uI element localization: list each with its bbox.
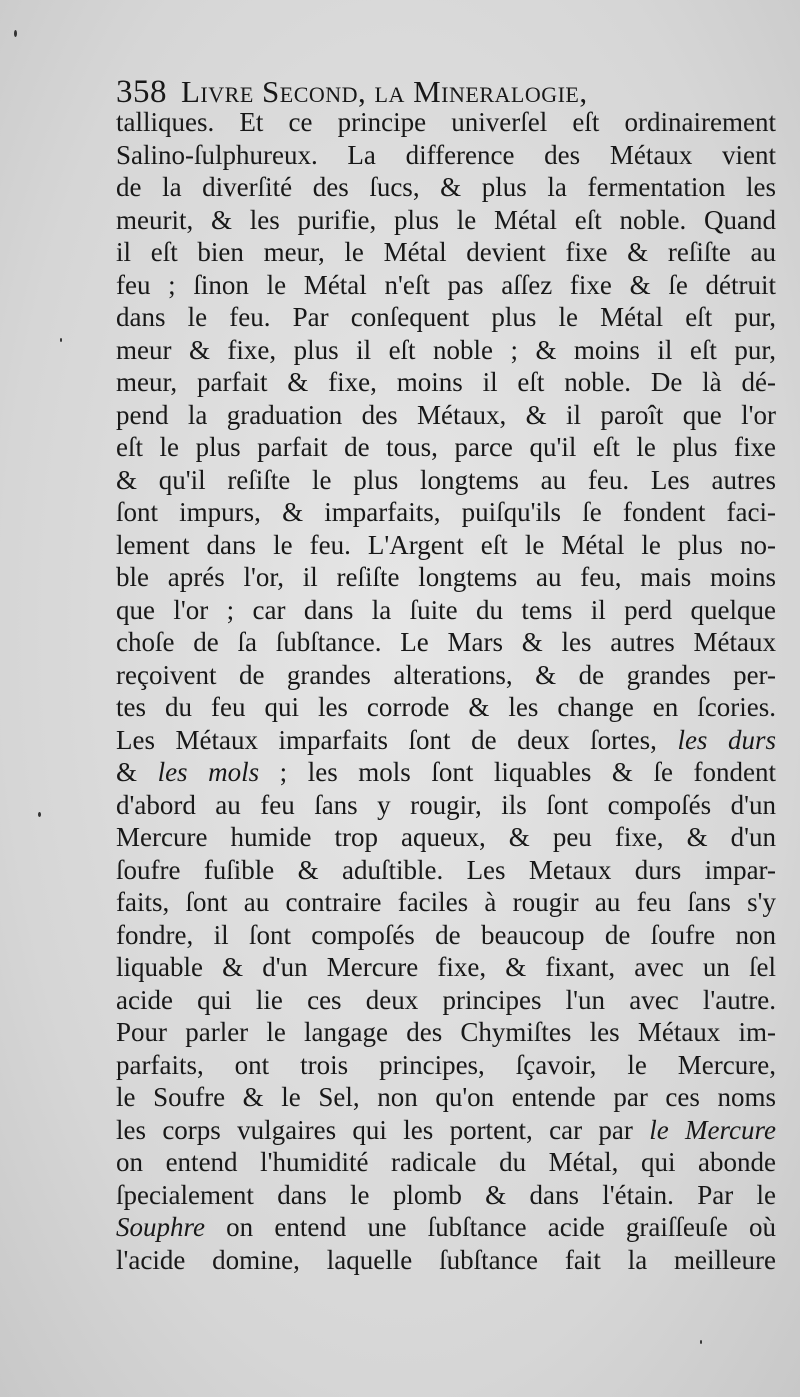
text-line: talliques. Et ce principe univerſel eſt ordinairement [116, 107, 776, 137]
running-title: Livre Second, la Mineralogie, [181, 74, 588, 109]
text-line: on entend l'humidité radicale du Métal, qui abonde [116, 1147, 776, 1177]
text-line: eſt le plus parfait de tous, parce qu'il eſt le plus fixe [116, 432, 776, 462]
text-line: acide qui lie ces deux principes l'un avec l'autre. [116, 984, 776, 1015]
italic-term: le Mercure [649, 1114, 776, 1145]
page-number: 358 [116, 74, 167, 110]
text-line: faits, ſont au contraire faciles à rougir au feu ſans s'y [116, 887, 776, 917]
text-line: de la diverſité des ſucs, & plus la fermentation les [116, 172, 776, 202]
text-line: Pour parler le langage des Chymiſtes les Métaux im- [116, 1017, 776, 1047]
text-line: ſpecialement dans le plomb & dans l'étain. Par le [116, 1179, 776, 1210]
text-line: parfaits, ont trois principes, ſçavoir, le Mercure, [116, 1049, 776, 1080]
italic-term: Souphre [116, 1212, 205, 1242]
text-line: feu ; ſinon le Métal n'eſt pas aſſez fixe & ſe détruit [116, 269, 776, 300]
text-line: ſont impurs, & imparfaits, puiſqu'ils ſe fondent faci- [116, 497, 776, 527]
text-line: l'acide domine, laquelle ſubſtance fait la meilleure [116, 1244, 776, 1275]
text-segment: Les Métaux imparfaits ſont de deux ſortes, [116, 724, 678, 755]
text-line: Mercure humide trop aqueux, & peu fixe, & d'un [116, 822, 776, 852]
text-line: & qu'il reſiſte le plus longtems au feu. Les autres [116, 464, 776, 495]
body-text [116, 106, 776, 1276]
text-line: liquable & d'un Mercure fixe, & fixant, avec un ſel [116, 952, 776, 982]
paper-speck [700, 1340, 702, 1344]
italic-term: les durs [677, 724, 776, 755]
text-line [116, 724, 776, 757]
text-segment: on entend une ſubſtance acide graiſſeuſe où [205, 1212, 776, 1242]
paper-speck [38, 812, 41, 817]
text-line [116, 1114, 776, 1147]
text-line: meurit, & les purifie, plus le Métal eſt noble. Quand [116, 204, 776, 235]
text-line: tes du feu qui les corrode & les change en ſcories. [116, 692, 776, 722]
text-segment: & [116, 757, 158, 787]
paper-speck [60, 338, 62, 342]
paper-speck [14, 30, 17, 37]
text-line: ble aprés l'or, il reſiſte longtems au feu, mais moins [116, 562, 776, 592]
text-line: pend la graduation des Métaux, & il paroît que l'or [116, 399, 776, 430]
text-line: que l'or ; car dans la ſuite du tems il perd quelque [116, 594, 776, 625]
text-line: reçoivent de grandes alterations, & de grandes per- [116, 659, 776, 690]
text-line: ſoufre fuſible & aduſtible. Les Metaux durs impar- [116, 854, 776, 885]
text-line: le Soufre & le Sel, non qu'on entende par ces noms [116, 1082, 776, 1112]
text-segment: les corps vulgaires qui les portent, car par [116, 1114, 650, 1145]
text-line [116, 756, 776, 789]
italic-term: les mols [157, 757, 260, 787]
text-line [116, 1211, 776, 1244]
text-line: choſe de ſa ſubſtance. Le Mars & les autres Métaux [116, 627, 776, 657]
text-line: meur & fixe, plus il eſt noble ; & moins il eſt pur, [116, 334, 776, 365]
text-line: d'abord au feu ſans y rougir, ils ſont compoſés d'un [116, 789, 776, 820]
text-segment: ; les mols ſont liquables & ſe fondent [259, 757, 777, 787]
text-line: fondre, il ſont compoſés de beaucoup de ſoufre non [116, 919, 776, 950]
text-line: il eſt bien meur, le Métal devient fixe & reſiſte au [116, 237, 776, 267]
text-line: lement dans le feu. L'Argent eſt le Métal le plus no- [116, 529, 776, 560]
text-line: meur, parfait & fixe, moins il eſt noble. De là dé- [116, 367, 776, 397]
text-line: Salino-ſulphureux. La difference des Métaux vient [116, 139, 776, 170]
text-line: dans le feu. Par conſequent plus le Métal eſt pur, [116, 302, 776, 332]
